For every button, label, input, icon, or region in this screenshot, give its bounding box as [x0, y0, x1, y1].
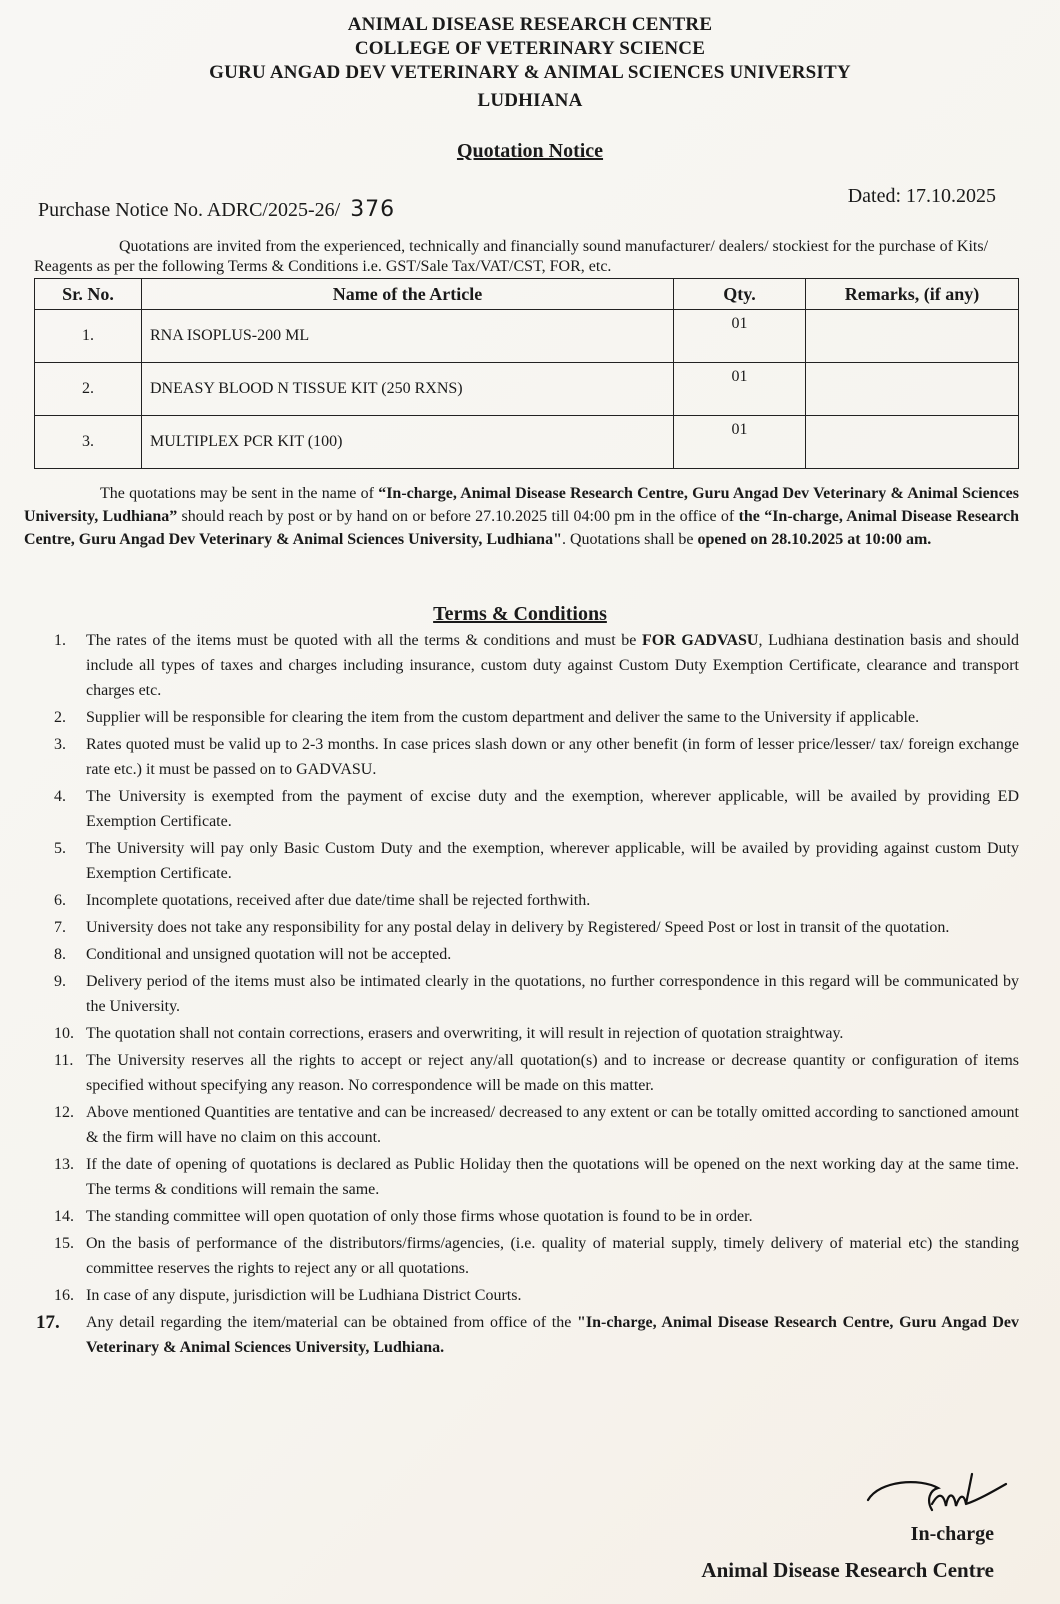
items-table	[34, 278, 1019, 469]
term-item: 5. The University will pay only Basic Custom Duty and the exemption, wherever applicable, will be availed by providing against custom Duty Exemption Certificate.	[54, 840, 1019, 882]
term-item: 1. The rates of the items must be quoted with all the terms & conditions and must be FOR GADVASU, Ludhiana destination basis and should include all types of taxes and charges including insurance, custom duty against Custom Duty Exemption Certificate, clearance and transport charges etc.	[54, 632, 1020, 699]
signature-scribble-icon	[860, 1470, 1010, 1530]
cell-remarks	[806, 310, 1019, 363]
cell-remarks	[806, 416, 1019, 469]
cell-sr-no: 3.	[35, 416, 142, 469]
term-item: 9. Delivery period of the items must also be intimated clearly in the quotations, no further correspondence in this regard will be communicated by the University.	[54, 973, 1019, 1015]
purchase-notice-label: Purchase Notice No. ADRC/2025-26/	[38, 199, 341, 221]
term-item: 12. Above mentioned Quantities are tentative and can be increased/ decreased to any extent or can be totally omitted according to sanctioned amount & the firm will have no claim on this account.	[54, 1104, 1019, 1146]
col-header-qty: Qty.	[674, 279, 806, 310]
cell-article: RNA ISOPLUS-200 ML	[142, 310, 674, 363]
term-item: 13. If the date of opening of quotations is declared as Public Holiday then the quotations will be opened on the next working day at the same time. The terms & conditions will remain the same.	[54, 1156, 1019, 1198]
purchase-notice-number	[38, 197, 395, 222]
table-header-row	[35, 279, 1019, 310]
header-university-name: GURU ANGAD DEV VETERINARY & ANIMAL SCIENCES UNIVERSITY	[209, 62, 851, 83]
cell-qty: 01	[674, 310, 806, 363]
col-header-sr-no: Sr. No.	[35, 279, 142, 310]
header-city: LUDHIANA	[477, 90, 583, 111]
term-item: 8. Conditional and unsigned quotation will not be accepted.	[54, 946, 452, 963]
cell-sr-no: 2.	[35, 363, 142, 416]
table-row	[35, 416, 1019, 469]
col-header-remarks: Remarks, (if any)	[806, 279, 1019, 310]
term-item: 10. The quotation shall not contain corrections, erasers and overwriting, it will result in rejection of quotation straightway.	[54, 1025, 844, 1042]
col-header-article: Name of the Article	[142, 279, 674, 310]
terms-title: Terms & Conditions	[433, 603, 607, 625]
cell-article: MULTIPLEX PCR KIT (100)	[142, 416, 674, 469]
notice-date: Dated: 17.10.2025	[847, 185, 996, 207]
header-college-name: COLLEGE OF VETERINARY SCIENCE	[354, 38, 706, 59]
table-row	[35, 310, 1019, 363]
signatory-organization: Animal Disease Research Centre	[701, 1558, 994, 1582]
term-item: 4. The University is exempted from the payment of excise duty and the exemption, wherever applicable, will be availed by providing ED Exemption Certificate.	[54, 788, 1019, 830]
term-item: 2. Supplier will be responsible for clearing the item from the custom department and deliver the same to the University if applicable.	[54, 709, 920, 726]
term-item: 17. Any detail regarding the item/material can be obtained from office of the "In-charge, Animal Disease Research Centre, Guru Angad Dev Veterinary & Animal Sciences University, Ludhiana.	[36, 1312, 1019, 1356]
term-item: 15. On the basis of performance of the distributors/firms/agencies, (i.e. quality of material supply, timely delivery of material etc) the standing committee reserves the rights to reject any or all quotations.	[54, 1235, 1019, 1277]
cell-article: DNEASY BLOOD N TISSUE KIT (250 RXNS)	[142, 363, 674, 416]
cell-remarks	[806, 363, 1019, 416]
table-row	[35, 363, 1019, 416]
term-item: 16. In case of any dispute, jurisdiction will be Ludhiana District Courts.	[54, 1287, 522, 1304]
cell-sr-no: 1.	[35, 310, 142, 363]
term-item: 14. The standing committee will open quotation of only those firms whose quotation is found to be in order.	[54, 1208, 753, 1225]
opening-datetime: opened on 28.10.2025 at 10:00 am.	[697, 531, 932, 548]
signatory-title: In-charge	[910, 1523, 994, 1545]
handwritten-number: 376	[350, 197, 396, 222]
term-item: 3. Rates quoted must be valid up to 2-3 months. In case prices slash down or any other benefit (in form of lesser price/lesser/ tax/ foreign exchange rate etc.) it must be passed on to GADVASU.	[54, 736, 1019, 778]
page-title: Quotation Notice	[456, 140, 604, 162]
terms-list	[24, 628, 1019, 1362]
intro-paragraph: Quotations are invited from the experienced, technically and financially sound manufacturer/ dealers/ stockiest for the purchase of Kits/ Reagents as per the following Terms & Conditions i.e. GST/Sale Tax/VAT/CST, FOR, etc.	[34, 238, 989, 275]
cell-qty: 01	[674, 363, 806, 416]
office-address: the “In-charge, Animal Disease Research Centre, Guru Angad Dev Veterinary & Animal Sciences University, Ludhiana"	[24, 508, 1019, 548]
term-item: 6. Incomplete quotations, received after due date/time shall be rejected forthwith.	[54, 892, 591, 909]
term-item: 11. The University reserves all the rights to accept or reject any/all quotation(s) and to increase or decrease quantity or configuration of items specified without specifying any reason. No correspondence will be made on this matter.	[54, 1052, 1019, 1094]
addressee: “In-charge, Animal Disease Research Centre, Guru Angad Dev Veterinary & Animal Sciences University, Ludhiana”	[24, 485, 1020, 525]
cell-qty: 01	[674, 416, 806, 469]
header-centre-name: ANIMAL DISEASE RESEARCH CENTRE	[347, 14, 713, 35]
term-item: 7. University does not take any responsibility for any postal delay in delivery by Registered/ Speed Post or lost in transit of the quotation.	[54, 919, 950, 936]
submission-paragraph: The quotations may be sent in the name of “In-charge, Animal Disease Research Centre, Guru Angad Dev Veterinary & Animal Sciences University, Ludhiana” should reach by post or by hand on or before 27.10.2025 till 04:00 pm in the office of the “In-charge, Animal Disease Research Centre, Guru Angad Dev Veterinary & Animal Sciences University, Ludhiana". Quotations shall be opened on 28.10.2025 at 10:00 am.	[24, 485, 1020, 548]
